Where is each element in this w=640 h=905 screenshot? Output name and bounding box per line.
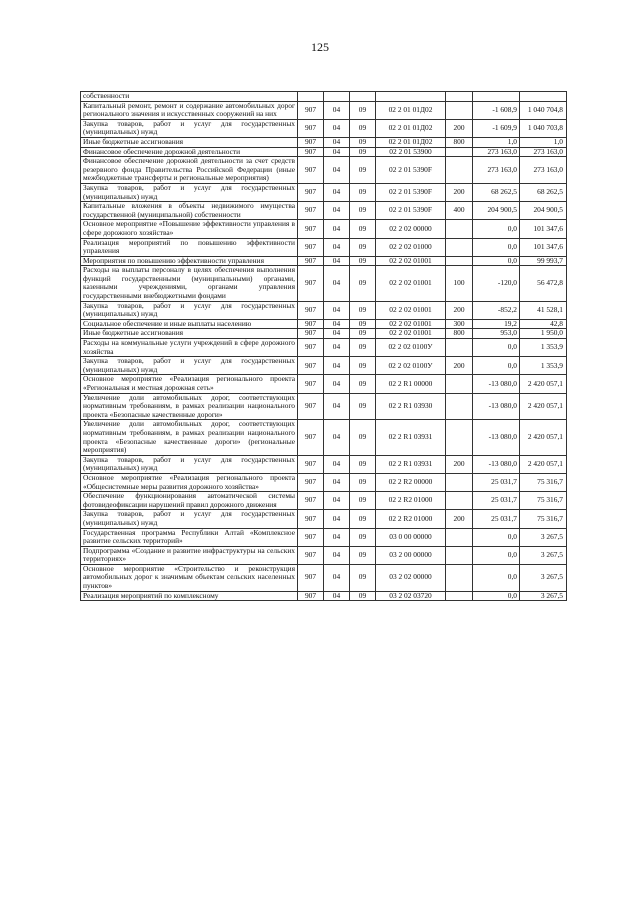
target-article-cell: 02 2 02 0100У xyxy=(376,339,446,357)
expense-type-cell: 200 xyxy=(446,119,473,137)
subsection-code-cell: 09 xyxy=(350,101,376,119)
total-amount-cell: 2 420 057,1 xyxy=(520,375,567,393)
expense-name-cell: Финансовое обеспечение дорожной деятельности за счет средств резервного фонда Правительства Российской Федерации (иные межбюджетные трансферты и региональные мероприятия) xyxy=(81,157,298,184)
expense-type-cell xyxy=(446,591,473,601)
table-row xyxy=(81,473,567,491)
section-code-cell: 04 xyxy=(324,256,350,266)
table-row xyxy=(81,147,567,157)
section-code-cell: 04 xyxy=(324,119,350,137)
expense-type-cell: 400 xyxy=(446,202,473,220)
total-amount-cell xyxy=(520,92,567,102)
total-amount-cell: 41 528,1 xyxy=(520,301,567,319)
section-code-cell: 04 xyxy=(324,564,350,591)
target-article-cell: 02 2 01 01Д02 xyxy=(376,101,446,119)
expense-type-cell xyxy=(446,420,473,455)
subsection-code-cell: 09 xyxy=(350,455,376,473)
table-row xyxy=(81,510,567,528)
expense-type-cell: 200 xyxy=(446,301,473,319)
admin-code-cell: 907 xyxy=(298,339,324,357)
total-amount-cell: 75 316,7 xyxy=(520,510,567,528)
table-row xyxy=(81,266,567,301)
expense-type-cell xyxy=(446,238,473,256)
change-amount-cell: 25 031,7 xyxy=(473,510,520,528)
table-row xyxy=(81,492,567,510)
total-amount-cell: 3 267,5 xyxy=(520,528,567,546)
target-article-cell: 02 2 02 0100У xyxy=(376,357,446,375)
table-row xyxy=(81,393,567,420)
change-amount-cell xyxy=(473,92,520,102)
target-article-cell: 03 2 00 00000 xyxy=(376,546,446,564)
subsection-code-cell: 09 xyxy=(350,339,376,357)
table-row xyxy=(81,119,567,137)
target-article-cell: 02 2 02 01001 xyxy=(376,266,446,301)
admin-code-cell: 907 xyxy=(298,510,324,528)
total-amount-cell: 273 163,0 xyxy=(520,157,567,184)
expense-name-cell: собственности xyxy=(81,92,298,102)
admin-code-cell: 907 xyxy=(298,101,324,119)
expense-name-cell: Закупка товаров, работ и услуг для государственных (муниципальных) нужд xyxy=(81,119,298,137)
section-code-cell: 04 xyxy=(324,546,350,564)
admin-code-cell: 907 xyxy=(298,266,324,301)
admin-code-cell: 907 xyxy=(298,256,324,266)
expense-name-cell: Капитальный ремонт, ремонт и содержание автомобильных дорог регионального значения и искусственных сооружений на них xyxy=(81,101,298,119)
table-row xyxy=(81,202,567,220)
expense-type-cell xyxy=(446,546,473,564)
expense-name-cell: Закупка товаров, работ и услуг для государственных (муниципальных) нужд xyxy=(81,455,298,473)
total-amount-cell: 3 267,5 xyxy=(520,591,567,601)
expense-name-cell: Социальное обеспечение и иные выплаты населению xyxy=(81,319,298,329)
target-article-cell: 02 2 02 01001 xyxy=(376,319,446,329)
expense-name-cell: Основное мероприятие «Повышение эффективности управления в сфере дорожного хозяйства» xyxy=(81,220,298,238)
section-code-cell: 04 xyxy=(324,238,350,256)
subsection-code-cell: 09 xyxy=(350,357,376,375)
change-amount-cell: 0,0 xyxy=(473,528,520,546)
page-number: 125 xyxy=(311,40,329,54)
change-amount-cell: 273 163,0 xyxy=(473,147,520,157)
change-amount-cell: 0,0 xyxy=(473,591,520,601)
expense-type-cell xyxy=(446,393,473,420)
subsection-code-cell: 09 xyxy=(350,591,376,601)
expense-name-cell: Подпрограмма «Создание и развитие инфраструктуры на сельских территориях» xyxy=(81,546,298,564)
section-code-cell: 04 xyxy=(324,101,350,119)
table-row xyxy=(81,256,567,266)
expense-name-cell: Капитальные вложения в объекты недвижимого имущества государственной (муниципальной) собственности xyxy=(81,202,298,220)
expense-type-cell xyxy=(446,147,473,157)
change-amount-cell: 0,0 xyxy=(473,220,520,238)
section-code-cell: 04 xyxy=(324,137,350,147)
expense-name-cell: Закупка товаров, работ и услуг для государственных (муниципальных) нужд xyxy=(81,510,298,528)
section-code-cell: 04 xyxy=(324,510,350,528)
table-row xyxy=(81,546,567,564)
section-code-cell: 04 xyxy=(324,220,350,238)
target-article-cell: 02 2 01 53900 xyxy=(376,147,446,157)
subsection-code-cell: 09 xyxy=(350,157,376,184)
expense-name-cell: Расходы на коммунальные услуги учреждений в сфере дорожного хозяйства xyxy=(81,339,298,357)
section-code-cell: 04 xyxy=(324,147,350,157)
subsection-code-cell: 09 xyxy=(350,301,376,319)
admin-code-cell: 907 xyxy=(298,301,324,319)
expense-name-cell: Основное мероприятие «Реализация регионального проекта «Общесистемные меры развития дорожного хозяйства» xyxy=(81,473,298,491)
total-amount-cell: 204 900,5 xyxy=(520,202,567,220)
subsection-code-cell: 09 xyxy=(350,528,376,546)
table-row xyxy=(81,301,567,319)
expense-type-cell xyxy=(446,528,473,546)
total-amount-cell: 2 420 057,1 xyxy=(520,420,567,455)
table-row xyxy=(81,564,567,591)
table-row xyxy=(81,329,567,339)
change-amount-cell: 0,0 xyxy=(473,256,520,266)
expense-type-cell xyxy=(446,492,473,510)
section-code-cell: 04 xyxy=(324,329,350,339)
total-amount-cell: 2 420 057,1 xyxy=(520,455,567,473)
total-amount-cell: 56 472,8 xyxy=(520,266,567,301)
expense-name-cell: Увеличение доли автомобильных дорог, соответствующих нормативным требованиям, в рамках реализации национального проекта «Безопасные качественные дороги» xyxy=(81,393,298,420)
table-row xyxy=(81,157,567,184)
change-amount-cell: 953,0 xyxy=(473,329,520,339)
subsection-code-cell xyxy=(350,92,376,102)
subsection-code-cell: 09 xyxy=(350,266,376,301)
section-code-cell xyxy=(324,92,350,102)
expense-type-cell xyxy=(446,101,473,119)
admin-code-cell: 907 xyxy=(298,528,324,546)
section-code-cell: 04 xyxy=(324,157,350,184)
admin-code-cell: 907 xyxy=(298,546,324,564)
admin-code-cell: 907 xyxy=(298,137,324,147)
total-amount-cell: 3 267,5 xyxy=(520,564,567,591)
total-amount-cell: 99 993,7 xyxy=(520,256,567,266)
subsection-code-cell: 09 xyxy=(350,329,376,339)
admin-code-cell: 907 xyxy=(298,591,324,601)
target-article-cell: 03 0 00 00000 xyxy=(376,528,446,546)
expense-type-cell: 800 xyxy=(446,329,473,339)
admin-code-cell: 907 xyxy=(298,492,324,510)
admin-code-cell: 907 xyxy=(298,202,324,220)
change-amount-cell: -13 080,0 xyxy=(473,455,520,473)
change-amount-cell: -13 080,0 xyxy=(473,420,520,455)
total-amount-cell: 75 316,7 xyxy=(520,492,567,510)
total-amount-cell: 101 347,6 xyxy=(520,238,567,256)
table-row xyxy=(81,220,567,238)
expense-name-cell: Мероприятия по повышению эффективности управления xyxy=(81,256,298,266)
expense-name-cell: Закупка товаров, работ и услуг для государственных (муниципальных) нужд xyxy=(81,183,298,201)
expense-name-cell: Расходы на выплаты персоналу в целях обеспечения выполнения функций государственными (муниципальными) органами, казенными учреждениями, органами управления государственными внебюджетными фондами xyxy=(81,266,298,301)
subsection-code-cell: 09 xyxy=(350,420,376,455)
total-amount-cell: 1 353,9 xyxy=(520,339,567,357)
expense-name-cell: Реализация мероприятий по комплексному xyxy=(81,591,298,601)
expense-name-cell: Государственная программа Республики Алтай «Комплексное развитие сельских территорий» xyxy=(81,528,298,546)
subsection-code-cell: 09 xyxy=(350,473,376,491)
target-article-cell: 02 2 02 01001 xyxy=(376,256,446,266)
subsection-code-cell: 09 xyxy=(350,238,376,256)
expense-type-cell: 200 xyxy=(446,455,473,473)
change-amount-cell: -13 080,0 xyxy=(473,393,520,420)
admin-code-cell: 907 xyxy=(298,147,324,157)
target-article-cell: 02 2 R2 01000 xyxy=(376,510,446,528)
admin-code-cell: 907 xyxy=(298,220,324,238)
expense-name-cell: Закупка товаров, работ и услуг для государственных (муниципальных) нужд xyxy=(81,357,298,375)
subsection-code-cell: 09 xyxy=(350,119,376,137)
admin-code-cell: 907 xyxy=(298,183,324,201)
total-amount-cell: 3 267,5 xyxy=(520,546,567,564)
section-code-cell: 04 xyxy=(324,202,350,220)
section-code-cell: 04 xyxy=(324,393,350,420)
total-amount-cell: 1 040 704,8 xyxy=(520,101,567,119)
change-amount-cell: 0,0 xyxy=(473,546,520,564)
total-amount-cell: 1 040 703,8 xyxy=(520,119,567,137)
total-amount-cell: 1 353,9 xyxy=(520,357,567,375)
change-amount-cell: -120,0 xyxy=(473,266,520,301)
total-amount-cell: 42,8 xyxy=(520,319,567,329)
admin-code-cell: 907 xyxy=(298,319,324,329)
expense-name-cell: Основное мероприятие «Строительство и реконструкция автомобильных дорог к значимым объектам сельских населенных пунктов» xyxy=(81,564,298,591)
table-row xyxy=(81,137,567,147)
admin-code-cell: 907 xyxy=(298,393,324,420)
subsection-code-cell: 09 xyxy=(350,546,376,564)
target-article-cell: 02 2 R1 03931 xyxy=(376,455,446,473)
expense-type-cell xyxy=(446,157,473,184)
admin-code-cell: 907 xyxy=(298,375,324,393)
target-article-cell: 02 2 R1 03930 xyxy=(376,393,446,420)
expense-name-cell: Иные бюджетные ассигнования xyxy=(81,329,298,339)
section-code-cell: 04 xyxy=(324,591,350,601)
expense-type-cell xyxy=(446,473,473,491)
subsection-code-cell: 09 xyxy=(350,564,376,591)
admin-code-cell: 907 xyxy=(298,157,324,184)
subsection-code-cell: 09 xyxy=(350,492,376,510)
change-amount-cell: 0,0 xyxy=(473,564,520,591)
target-article-cell: 02 2 02 01001 xyxy=(376,301,446,319)
target-article-cell: 02 2 02 01000 xyxy=(376,238,446,256)
target-article-cell: 02 2 R1 03931 xyxy=(376,420,446,455)
expense-type-cell xyxy=(446,220,473,238)
subsection-code-cell: 09 xyxy=(350,375,376,393)
section-code-cell: 04 xyxy=(324,266,350,301)
target-article-cell: 02 2 01 5390F xyxy=(376,183,446,201)
change-amount-cell: -1 608,9 xyxy=(473,101,520,119)
target-article-cell: 02 2 02 01001 xyxy=(376,329,446,339)
expense-name-cell: Обеспечение функционирования автоматической системы фотовидеофиксации нарушений правил дорожного движения xyxy=(81,492,298,510)
expense-type-cell: 300 xyxy=(446,319,473,329)
target-article-cell xyxy=(376,92,446,102)
target-article-cell: 03 2 02 00000 xyxy=(376,564,446,591)
subsection-code-cell: 09 xyxy=(350,510,376,528)
expense-name-cell: Иные бюджетные ассигнования xyxy=(81,137,298,147)
change-amount-cell: -13 080,0 xyxy=(473,375,520,393)
target-article-cell: 02 2 01 01Д02 xyxy=(376,119,446,137)
total-amount-cell: 75 316,7 xyxy=(520,473,567,491)
expense-name-cell: Реализация мероприятий по повышению эффективности управления xyxy=(81,238,298,256)
target-article-cell: 02 2 01 5390F xyxy=(376,157,446,184)
target-article-cell: 03 2 02 03720 xyxy=(376,591,446,601)
change-amount-cell: 0,0 xyxy=(473,357,520,375)
expense-name-cell: Закупка товаров, работ и услуг для государственных (муниципальных) нужд xyxy=(81,301,298,319)
section-code-cell: 04 xyxy=(324,455,350,473)
subsection-code-cell: 09 xyxy=(350,147,376,157)
expense-type-cell: 100 xyxy=(446,266,473,301)
total-amount-cell: 273 163,0 xyxy=(520,147,567,157)
change-amount-cell: 25 031,7 xyxy=(473,492,520,510)
table-row xyxy=(81,339,567,357)
section-code-cell: 04 xyxy=(324,492,350,510)
section-code-cell: 04 xyxy=(324,375,350,393)
expense-name-cell: Основное мероприятие «Реализация регионального проекта «Региональная и местная дорожная сеть» xyxy=(81,375,298,393)
admin-code-cell: 907 xyxy=(298,420,324,455)
total-amount-cell: 2 420 057,1 xyxy=(520,393,567,420)
table-row xyxy=(81,528,567,546)
admin-code-cell: 907 xyxy=(298,564,324,591)
admin-code-cell: 907 xyxy=(298,329,324,339)
section-code-cell: 04 xyxy=(324,183,350,201)
change-amount-cell: 0,0 xyxy=(473,238,520,256)
section-code-cell: 04 xyxy=(324,301,350,319)
expense-name-cell: Увеличение доли автомобильных дорог, соответствующих нормативным требованиям, в рамках реализации национального проекта «Безопасные качественные дороги» (региональные мероприятия) xyxy=(81,420,298,455)
expense-type-cell xyxy=(446,256,473,266)
expense-type-cell: 200 xyxy=(446,183,473,201)
subsection-code-cell: 09 xyxy=(350,319,376,329)
section-code-cell: 04 xyxy=(324,473,350,491)
expense-name-cell: Финансовое обеспечение дорожной деятельности xyxy=(81,147,298,157)
change-amount-cell: -1 609,9 xyxy=(473,119,520,137)
section-code-cell: 04 xyxy=(324,339,350,357)
section-code-cell: 04 xyxy=(324,319,350,329)
table-row xyxy=(81,455,567,473)
change-amount-cell: -852,2 xyxy=(473,301,520,319)
table-row xyxy=(81,319,567,329)
table-row xyxy=(81,101,567,119)
admin-code-cell: 907 xyxy=(298,473,324,491)
expense-type-cell xyxy=(446,375,473,393)
expense-type-cell: 200 xyxy=(446,357,473,375)
expense-type-cell xyxy=(446,339,473,357)
subsection-code-cell: 09 xyxy=(350,137,376,147)
target-article-cell: 02 2 R2 01000 xyxy=(376,492,446,510)
admin-code-cell: 907 xyxy=(298,119,324,137)
table-row xyxy=(81,375,567,393)
section-code-cell: 04 xyxy=(324,528,350,546)
target-article-cell: 02 2 02 00000 xyxy=(376,220,446,238)
change-amount-cell: 0,0 xyxy=(473,339,520,357)
section-code-cell: 04 xyxy=(324,420,350,455)
table-row xyxy=(81,238,567,256)
expense-type-cell xyxy=(446,92,473,102)
total-amount-cell: 1 950,0 xyxy=(520,329,567,339)
subsection-code-cell: 09 xyxy=(350,202,376,220)
target-article-cell: 02 2 01 01Д02 xyxy=(376,137,446,147)
change-amount-cell: 273 163,0 xyxy=(473,157,520,184)
budget-table-body xyxy=(81,92,567,601)
change-amount-cell: 204 900,5 xyxy=(473,202,520,220)
subsection-code-cell: 09 xyxy=(350,220,376,238)
total-amount-cell: 68 262,5 xyxy=(520,183,567,201)
total-amount-cell: 101 347,6 xyxy=(520,220,567,238)
admin-code-cell: 907 xyxy=(298,455,324,473)
table-row xyxy=(81,357,567,375)
target-article-cell: 02 2 R1 00000 xyxy=(376,375,446,393)
subsection-code-cell: 09 xyxy=(350,183,376,201)
change-amount-cell: 1,0 xyxy=(473,137,520,147)
table-row xyxy=(81,591,567,601)
table-row xyxy=(81,92,567,102)
table-row xyxy=(81,183,567,201)
total-amount-cell: 1,0 xyxy=(520,137,567,147)
expense-type-cell: 800 xyxy=(446,137,473,147)
table-row xyxy=(81,420,567,455)
change-amount-cell: 25 031,7 xyxy=(473,473,520,491)
subsection-code-cell: 09 xyxy=(350,393,376,420)
change-amount-cell: 19,2 xyxy=(473,319,520,329)
admin-code-cell: 907 xyxy=(298,238,324,256)
expense-type-cell: 200 xyxy=(446,510,473,528)
admin-code-cell: 907 xyxy=(298,357,324,375)
target-article-cell: 02 2 01 5390F xyxy=(376,202,446,220)
admin-code-cell xyxy=(298,92,324,102)
subsection-code-cell: 09 xyxy=(350,256,376,266)
expense-type-cell xyxy=(446,564,473,591)
target-article-cell: 02 2 R2 00000 xyxy=(376,473,446,491)
budget-table xyxy=(80,91,567,601)
section-code-cell: 04 xyxy=(324,357,350,375)
change-amount-cell: 68 262,5 xyxy=(473,183,520,201)
